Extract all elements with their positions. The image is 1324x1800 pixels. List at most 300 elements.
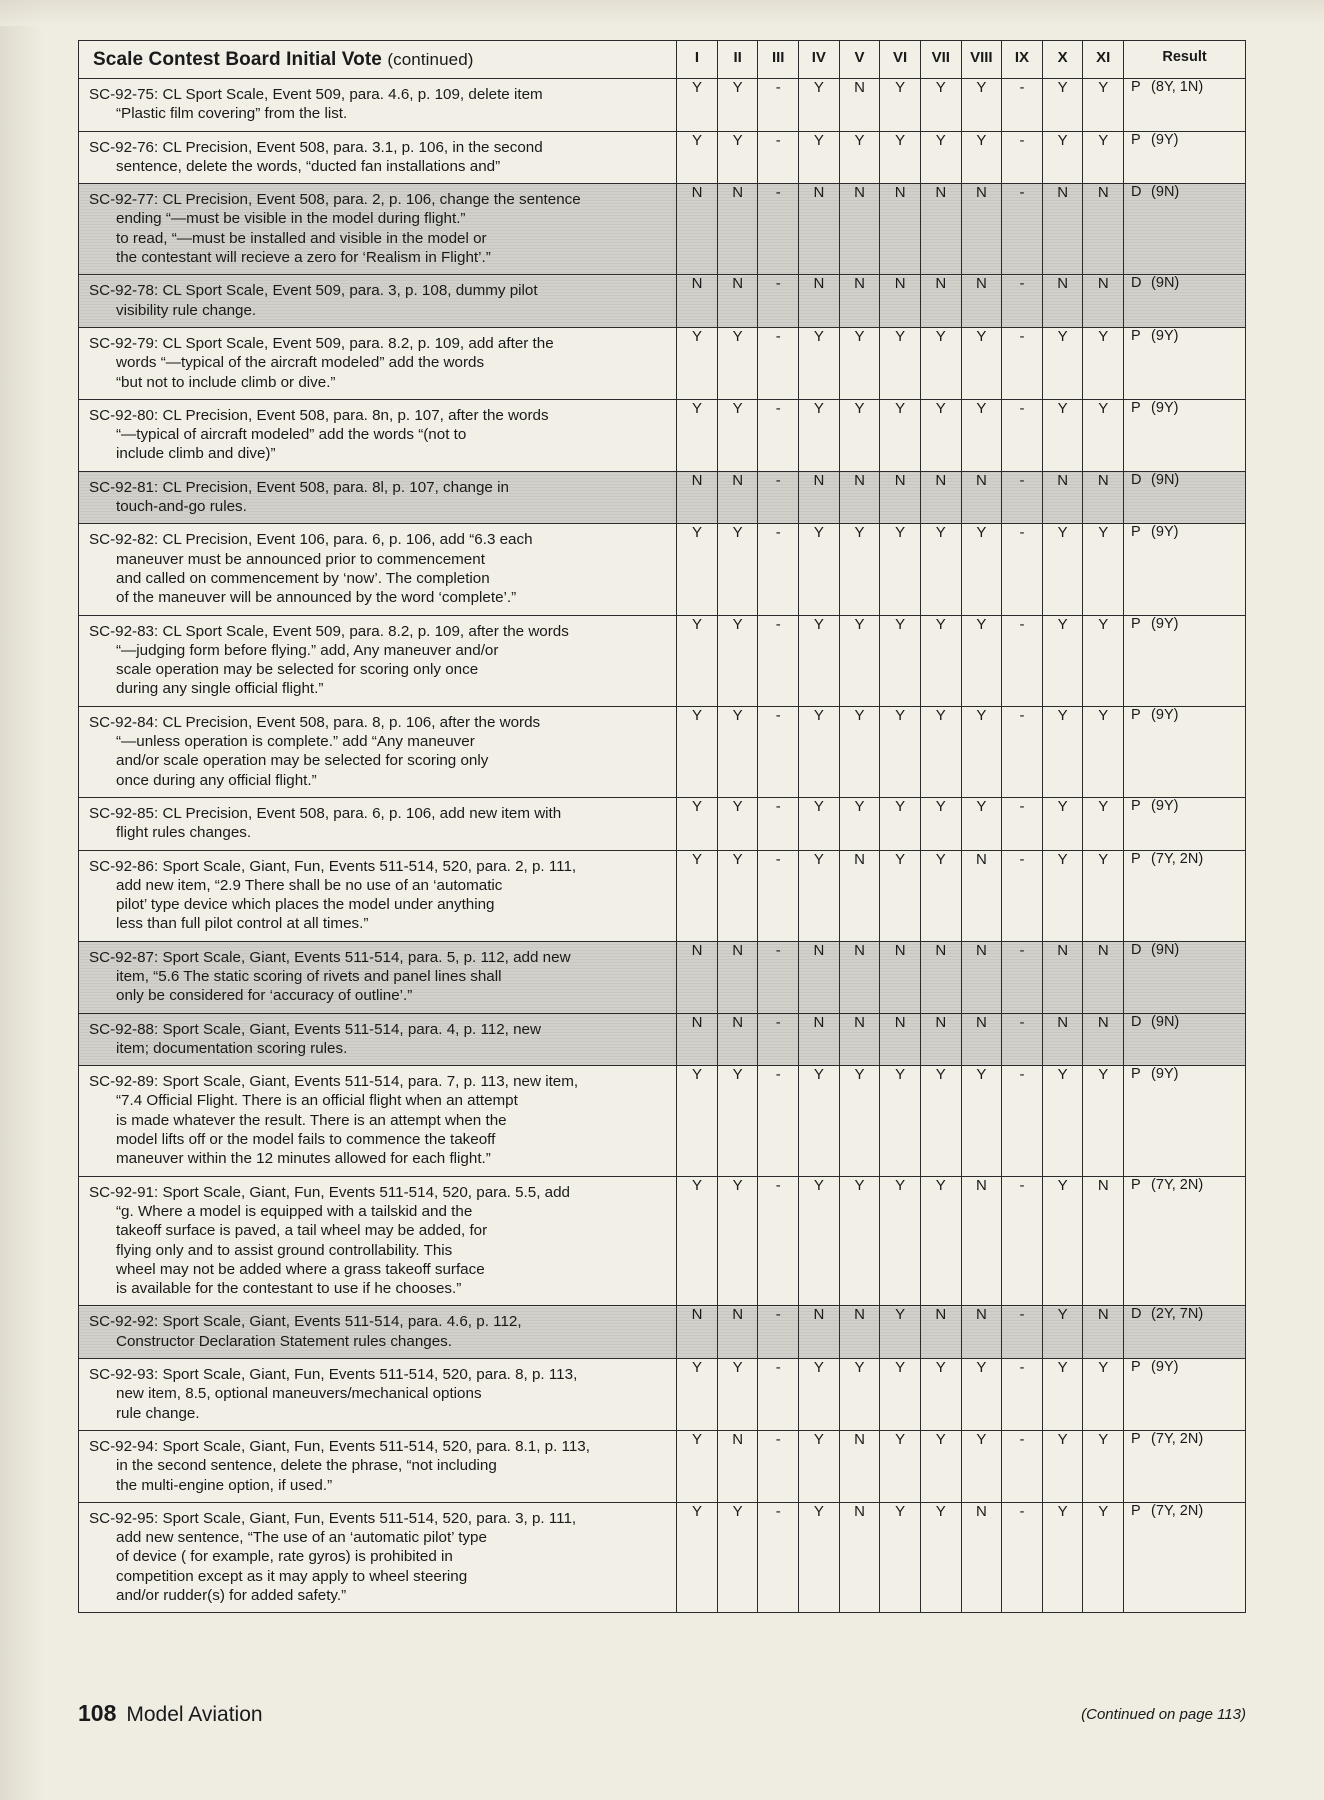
proposal-line: wheel may not be added where a grass takeoff surface xyxy=(116,1260,485,1278)
vote-cell: Y xyxy=(677,131,718,184)
page-edge-shadow-top xyxy=(0,0,1324,26)
proposal-line: “—unless operation is complete.” add “Any maneuver xyxy=(116,733,475,751)
proposal-line: the multi-engine option, if used.” xyxy=(116,1476,333,1494)
vote-cell: Y xyxy=(677,79,718,132)
vote-cell: Y xyxy=(880,1430,921,1502)
proposal-line: only be considered for ‘accuracy of outline’.” xyxy=(116,987,413,1005)
proposal-id: SC-92-81: xyxy=(89,478,159,496)
vote-cell: - xyxy=(758,615,799,706)
vote-cell: - xyxy=(1002,706,1043,797)
page-number: 108 xyxy=(78,1700,117,1726)
vote-cell: - xyxy=(758,471,799,524)
proposal-line: is available for the contestant to use if he chooses.” xyxy=(116,1280,462,1298)
vote-cell: Y xyxy=(920,327,961,399)
vote-cell: Y xyxy=(799,79,840,132)
vote-cell: - xyxy=(758,1066,799,1176)
proposal-id: SC-92-94: xyxy=(89,1437,159,1455)
result-tally: (9N) xyxy=(1151,275,1180,292)
vote-cell: Y xyxy=(677,1430,718,1502)
proposal-line: CL Precision, Event 508, para. 8, p. 106, after the words xyxy=(162,713,541,731)
result-cell xyxy=(1124,1306,1246,1359)
vote-cell: Y xyxy=(839,399,880,471)
vote-cell: Y xyxy=(1042,615,1083,706)
proposal-first-line xyxy=(89,190,668,209)
result-tally: (8Y, 1N) xyxy=(1151,79,1204,95)
vote-cell: Y xyxy=(839,797,880,850)
vote-cell: - xyxy=(758,797,799,850)
vote-cell: N xyxy=(799,1013,840,1066)
proposal-text xyxy=(79,1306,677,1359)
vote-cell: - xyxy=(1002,1430,1043,1502)
proposal-line: Sport Scale, Giant, Fun, Events 511-514, 520, para. 3, p. 111, xyxy=(162,1509,577,1527)
vote-cell: Y xyxy=(839,131,880,184)
column-header-7: VII xyxy=(920,41,961,79)
proposal-id: SC-92-88: xyxy=(89,1020,159,1038)
vote-cell: Y xyxy=(1083,524,1124,615)
result-cell xyxy=(1124,615,1246,706)
vote-cell: Y xyxy=(717,615,758,706)
column-header-4: IV xyxy=(799,41,840,79)
vote-cell: Y xyxy=(717,524,758,615)
proposal-line: to read, “—must be installed and visible in the model or xyxy=(116,229,487,247)
proposal-line: maneuver must be announced prior to commencement xyxy=(116,550,485,568)
vote-cell: Y xyxy=(880,79,921,132)
vote-cell: Y xyxy=(1042,1502,1083,1612)
vote-cell: N xyxy=(1042,184,1083,275)
proposal-id: SC-92-95: xyxy=(89,1509,159,1527)
continued-note: (Continued on page 113) xyxy=(1081,1706,1246,1723)
vote-cell: Y xyxy=(1083,399,1124,471)
vote-cell: N xyxy=(880,275,921,328)
vote-cell: Y xyxy=(880,1306,921,1359)
vote-cell: Y xyxy=(839,706,880,797)
proposal-id: SC-92-76: xyxy=(89,138,159,156)
vote-cell: Y xyxy=(799,327,840,399)
table-row xyxy=(79,524,1246,615)
vote-cell: - xyxy=(1002,471,1043,524)
proposal-line: ending “—must be visible in the model during flight.” xyxy=(116,210,466,228)
result-code: D xyxy=(1131,941,1142,958)
result-cell xyxy=(1124,1502,1246,1612)
proposal-id: SC-92-89: xyxy=(89,1073,159,1091)
vote-cell: Y xyxy=(717,1176,758,1306)
proposal-line: once during any official flight.” xyxy=(116,771,317,789)
vote-cell: N xyxy=(961,1176,1002,1306)
result-tally: (9Y) xyxy=(1151,706,1179,723)
proposal-line: Constructor Declaration Statement rules changes. xyxy=(116,1332,452,1350)
vote-cell: - xyxy=(758,1502,799,1612)
vote-cell: Y xyxy=(880,850,921,941)
vote-cell: - xyxy=(1002,797,1043,850)
result-cell xyxy=(1124,471,1246,524)
vote-cell: Y xyxy=(1042,1176,1083,1306)
vote-cell: Y xyxy=(1042,79,1083,132)
proposal-line: of device ( for example, rate gyros) is prohibited in xyxy=(116,1548,453,1566)
header-row xyxy=(79,41,1246,79)
table-row xyxy=(79,941,1246,1013)
vote-cell: - xyxy=(1002,1066,1043,1176)
proposal-line: Sport Scale, Giant, Fun, Events 511-514, 520, para. 2, p. 111, xyxy=(162,857,577,875)
vote-cell: N xyxy=(880,941,921,1013)
result-cell xyxy=(1124,1013,1246,1066)
column-header-10: X xyxy=(1042,41,1083,79)
vote-cell: Y xyxy=(677,399,718,471)
proposal-line: words “—typical of the aircraft modeled” add the words xyxy=(116,354,485,372)
table-title-main: Scale Contest Board Initial Vote xyxy=(93,49,382,70)
result-tally: (9Y) xyxy=(1151,524,1179,541)
proposal-id: SC-92-75: xyxy=(89,86,159,103)
proposal-text xyxy=(79,1430,677,1502)
vote-cell: Y xyxy=(677,615,718,706)
vote-cell: Y xyxy=(799,1502,840,1612)
proposal-text xyxy=(79,184,677,275)
vote-cell: Y xyxy=(677,1359,718,1431)
proposal-id: SC-92-80: xyxy=(89,406,159,424)
vote-cell: Y xyxy=(1083,79,1124,132)
table-row xyxy=(79,327,1246,399)
vote-cell: Y xyxy=(1042,1306,1083,1359)
proposal-line: competition except as it may apply to wheel steering xyxy=(116,1567,468,1585)
vote-cell: Y xyxy=(1083,327,1124,399)
proposal-line: CL Precision, Event 508, para. 2, p. 106, change the sentence xyxy=(162,191,581,209)
vote-cell: N xyxy=(839,471,880,524)
result-code: P xyxy=(1131,1176,1141,1193)
vote-cell: - xyxy=(758,524,799,615)
result-cell xyxy=(1124,797,1246,850)
column-header-8: VIII xyxy=(961,41,1002,79)
vote-cell: Y xyxy=(677,1502,718,1612)
proposal-text xyxy=(79,131,677,184)
result-cell xyxy=(1124,1176,1246,1306)
result-code: P xyxy=(1131,524,1141,541)
vote-cell: Y xyxy=(677,524,718,615)
vote-cell: N xyxy=(1042,1013,1083,1066)
proposal-line: takeoff surface is paved, a tail wheel may be added, for xyxy=(116,1222,488,1240)
vote-cell: N xyxy=(1083,1176,1124,1306)
vote-cell: Y xyxy=(717,797,758,850)
proposal-id: SC-92-91: xyxy=(89,1183,159,1201)
vote-cell: Y xyxy=(677,850,718,941)
proposal-id: SC-92-86: xyxy=(89,857,159,875)
vote-cell: N xyxy=(1083,1013,1124,1066)
table-row xyxy=(79,797,1246,850)
vote-cell: Y xyxy=(799,850,840,941)
vote-cell: N xyxy=(839,1306,880,1359)
vote-cell: Y xyxy=(799,131,840,184)
table-row xyxy=(79,79,1246,132)
vote-cell: Y xyxy=(880,615,921,706)
result-tally: (2Y, 7N) xyxy=(1151,1306,1204,1323)
result-cell xyxy=(1124,1430,1246,1502)
table-row xyxy=(79,184,1246,275)
vote-table-container xyxy=(78,40,1246,1613)
vote-cell: N xyxy=(961,850,1002,941)
vote-cell: Y xyxy=(920,1430,961,1502)
vote-cell: Y xyxy=(920,524,961,615)
vote-cell: Y xyxy=(1042,327,1083,399)
vote-cell: N xyxy=(677,275,718,328)
vote-cell: - xyxy=(1002,615,1043,706)
vote-cell: N xyxy=(839,941,880,1013)
vote-cell: - xyxy=(1002,524,1043,615)
column-header-5: V xyxy=(839,41,880,79)
vote-cell: N xyxy=(799,184,840,275)
column-header-9: IX xyxy=(1002,41,1043,79)
table-row xyxy=(79,850,1246,941)
vote-cell: N xyxy=(961,941,1002,1013)
vote-cell: Y xyxy=(1083,850,1124,941)
vote-cell: N xyxy=(799,275,840,328)
result-code: P xyxy=(1131,327,1141,344)
vote-cell: N xyxy=(799,471,840,524)
proposal-line: Sport Scale, Giant, Fun, Events 511-514, 520, para. 5.5, add xyxy=(162,1183,570,1201)
vote-cell: N xyxy=(717,184,758,275)
proposal-id: SC-92-85: xyxy=(89,804,159,822)
result-code: D xyxy=(1131,471,1142,488)
vote-cell: Y xyxy=(920,1359,961,1431)
vote-cell: Y xyxy=(1083,797,1124,850)
vote-cell: - xyxy=(758,1430,799,1502)
vote-cell: Y xyxy=(677,1066,718,1176)
vote-cell: N xyxy=(717,941,758,1013)
result-cell xyxy=(1124,79,1246,132)
proposal-text xyxy=(79,275,677,328)
vote-cell: N xyxy=(717,1306,758,1359)
vote-cell: N xyxy=(961,1013,1002,1066)
proposal-text xyxy=(79,1013,677,1066)
proposal-line: add new item, “2.9 There shall be no use of an ‘automatic xyxy=(116,876,503,894)
proposal-first-line xyxy=(89,85,668,104)
vote-cell: N xyxy=(799,1306,840,1359)
vote-cell: N xyxy=(677,941,718,1013)
vote-cell: Y xyxy=(1083,131,1124,184)
vote-cell: Y xyxy=(920,399,961,471)
proposal-line: flight rules changes. xyxy=(116,824,252,842)
vote-cell: Y xyxy=(961,615,1002,706)
vote-cell: Y xyxy=(961,1430,1002,1502)
vote-cell: Y xyxy=(920,615,961,706)
vote-cell: Y xyxy=(1083,1359,1124,1431)
proposal-line: and called on commencement by ‘now’. The completion xyxy=(116,569,490,587)
proposal-first-line xyxy=(89,1020,668,1039)
vote-cell: - xyxy=(758,1306,799,1359)
table-row xyxy=(79,131,1246,184)
vote-cell: - xyxy=(1002,79,1043,132)
proposal-line: pilot’ type device which places the model under anything xyxy=(116,896,495,914)
proposal-id: SC-92-83: xyxy=(89,622,159,640)
vote-cell: N xyxy=(839,184,880,275)
table-row xyxy=(79,1359,1246,1431)
proposal-line: Sport Scale, Giant, Events 511-514, para. 4.6, p. 112, xyxy=(162,1313,522,1331)
result-tally: (9Y) xyxy=(1151,1066,1179,1083)
vote-cell: Y xyxy=(961,1066,1002,1176)
vote-cell: Y xyxy=(1042,850,1083,941)
vote-cell: N xyxy=(1083,184,1124,275)
vote-cell: N xyxy=(799,941,840,1013)
proposal-text xyxy=(79,706,677,797)
vote-cell: N xyxy=(961,184,1002,275)
result-cell xyxy=(1124,941,1246,1013)
result-cell xyxy=(1124,850,1246,941)
vote-cell: Y xyxy=(717,1359,758,1431)
vote-cell: - xyxy=(1002,1013,1043,1066)
vote-cell: - xyxy=(1002,850,1043,941)
result-tally: (7Y, 2N) xyxy=(1151,1502,1204,1519)
column-header-2: II xyxy=(717,41,758,79)
vote-cell: N xyxy=(880,1013,921,1066)
proposal-line: touch-and-go rules. xyxy=(116,498,247,516)
vote-cell: N xyxy=(677,184,718,275)
proposal-id: SC-92-78: xyxy=(89,282,159,300)
vote-cell: Y xyxy=(799,615,840,706)
result-tally: (7Y, 2N) xyxy=(1151,1176,1204,1193)
table-row xyxy=(79,1176,1246,1306)
table-row xyxy=(79,471,1246,524)
vote-cell: Y xyxy=(1083,615,1124,706)
vote-cell: - xyxy=(758,131,799,184)
proposal-line: in the second sentence, delete the phrase, “not including xyxy=(116,1457,497,1475)
proposal-first-line xyxy=(89,406,668,425)
result-tally: (9N) xyxy=(1151,184,1180,201)
proposal-line: Sport Scale, Giant, Fun, Events 511-514, 520, para. 8.1, p. 113, xyxy=(162,1437,590,1455)
result-cell xyxy=(1124,399,1246,471)
proposal-line: “—typical of aircraft modeled” add the words “(not to xyxy=(116,426,467,444)
vote-cell: Y xyxy=(880,1502,921,1612)
vote-cell: Y xyxy=(1083,1430,1124,1502)
proposal-line: “g. Where a model is equipped with a tailskid and the xyxy=(116,1202,473,1220)
proposal-line: the contestant will recieve a zero for ‘Realism in Flight’.” xyxy=(116,249,491,267)
vote-cell: - xyxy=(1002,327,1043,399)
vote-cell: Y xyxy=(717,850,758,941)
result-tally: (7Y, 2N) xyxy=(1151,850,1204,867)
proposal-line: new item, 8.5, optional maneuvers/mechanical options xyxy=(116,1385,482,1403)
result-code: D xyxy=(1131,1013,1142,1030)
vote-cell: N xyxy=(677,471,718,524)
proposal-id: SC-92-87: xyxy=(89,948,159,966)
proposal-line: is made whatever the result. There is an attempt when the xyxy=(116,1111,507,1129)
result-code: D xyxy=(1131,1306,1142,1323)
result-cell xyxy=(1124,1359,1246,1431)
proposal-text xyxy=(79,524,677,615)
vote-cell: N xyxy=(1083,941,1124,1013)
vote-cell: Y xyxy=(1042,399,1083,471)
vote-cell: Y xyxy=(717,1502,758,1612)
result-cell xyxy=(1124,524,1246,615)
proposal-first-line xyxy=(89,1312,668,1331)
proposal-first-line xyxy=(89,281,668,300)
result-tally: (9Y) xyxy=(1151,327,1179,344)
proposal-line: CL Precision, Event 508, para. 3.1, p. 106, in the second xyxy=(162,138,543,156)
vote-cell: N xyxy=(717,471,758,524)
result-code: P xyxy=(1131,706,1141,723)
proposal-first-line xyxy=(89,1183,668,1202)
vote-cell: Y xyxy=(961,1359,1002,1431)
proposal-line: include climb and dive)” xyxy=(116,445,276,463)
proposal-first-line xyxy=(89,1072,668,1091)
table-row xyxy=(79,399,1246,471)
result-code: P xyxy=(1131,797,1141,814)
vote-cell: Y xyxy=(880,327,921,399)
proposal-line: during any single official flight.” xyxy=(116,680,324,698)
vote-cell: N xyxy=(839,1013,880,1066)
result-cell xyxy=(1124,706,1246,797)
table-row xyxy=(79,615,1246,706)
vote-cell: Y xyxy=(839,327,880,399)
vote-cell: Y xyxy=(1042,1359,1083,1431)
proposal-line: less than full pilot control at all times.” xyxy=(116,915,369,933)
vote-cell: - xyxy=(758,79,799,132)
result-tally: (9N) xyxy=(1151,1013,1180,1030)
vote-cell: Y xyxy=(880,1176,921,1306)
table-row xyxy=(79,1502,1246,1612)
vote-cell: - xyxy=(758,327,799,399)
vote-cell: N xyxy=(1042,275,1083,328)
result-code: D xyxy=(1131,184,1142,201)
vote-cell: - xyxy=(1002,184,1043,275)
result-tally: (9Y) xyxy=(1151,797,1179,814)
result-code: P xyxy=(1131,399,1141,416)
proposal-first-line xyxy=(89,478,668,497)
vote-cell: N xyxy=(880,184,921,275)
vote-cell: - xyxy=(1002,275,1043,328)
publication-name: Model Aviation xyxy=(126,1703,263,1726)
vote-cell: - xyxy=(1002,1306,1043,1359)
vote-cell: Y xyxy=(961,797,1002,850)
result-code: D xyxy=(1131,275,1142,292)
proposal-first-line xyxy=(89,1437,668,1456)
vote-cell: Y xyxy=(717,706,758,797)
vote-cell: Y xyxy=(677,327,718,399)
vote-cell: Y xyxy=(920,131,961,184)
proposal-text xyxy=(79,1176,677,1306)
vote-cell: Y xyxy=(717,1066,758,1176)
vote-cell: Y xyxy=(799,1176,840,1306)
vote-cell: N xyxy=(961,275,1002,328)
vote-cell: Y xyxy=(920,706,961,797)
vote-cell: Y xyxy=(1083,1066,1124,1176)
vote-cell: Y xyxy=(717,327,758,399)
column-header-11: XI xyxy=(1083,41,1124,79)
vote-cell: Y xyxy=(677,706,718,797)
proposal-line: rule change. xyxy=(116,1404,200,1422)
vote-cell: Y xyxy=(799,1430,840,1502)
vote-cell: Y xyxy=(1083,706,1124,797)
proposal-text xyxy=(79,850,677,941)
proposal-line: Sport Scale, Giant, Events 511-514, para. 4, p. 112, new xyxy=(162,1020,541,1038)
proposal-line: “Plastic film covering” from the list. xyxy=(116,105,348,123)
result-cell xyxy=(1124,184,1246,275)
vote-cell: N xyxy=(920,471,961,524)
vote-cell: Y xyxy=(1042,1430,1083,1502)
vote-cell: - xyxy=(1002,399,1043,471)
proposal-line: CL Precision, Event 106, para. 6, p. 106, add “6.3 each xyxy=(162,531,533,549)
page-footer xyxy=(78,1700,1246,1730)
vote-cell: - xyxy=(758,399,799,471)
vote-cell: N xyxy=(677,1306,718,1359)
vote-cell: Y xyxy=(920,1502,961,1612)
vote-cell: Y xyxy=(1042,524,1083,615)
result-tally: (9N) xyxy=(1151,471,1180,488)
result-tally: (9N) xyxy=(1151,941,1180,958)
vote-cell: N xyxy=(1083,275,1124,328)
proposal-line: flying only and to assist ground controllability. This xyxy=(116,1241,453,1259)
result-cell xyxy=(1124,275,1246,328)
proposal-line: model lifts off or the model fails to commence the takeoff xyxy=(116,1131,496,1149)
proposal-first-line xyxy=(89,713,668,732)
result-tally: (9Y) xyxy=(1151,1359,1179,1376)
proposal-line: CL Precision, Event 508, para. 6, p. 106, add new item with xyxy=(162,804,562,822)
vote-cell: - xyxy=(1002,941,1043,1013)
